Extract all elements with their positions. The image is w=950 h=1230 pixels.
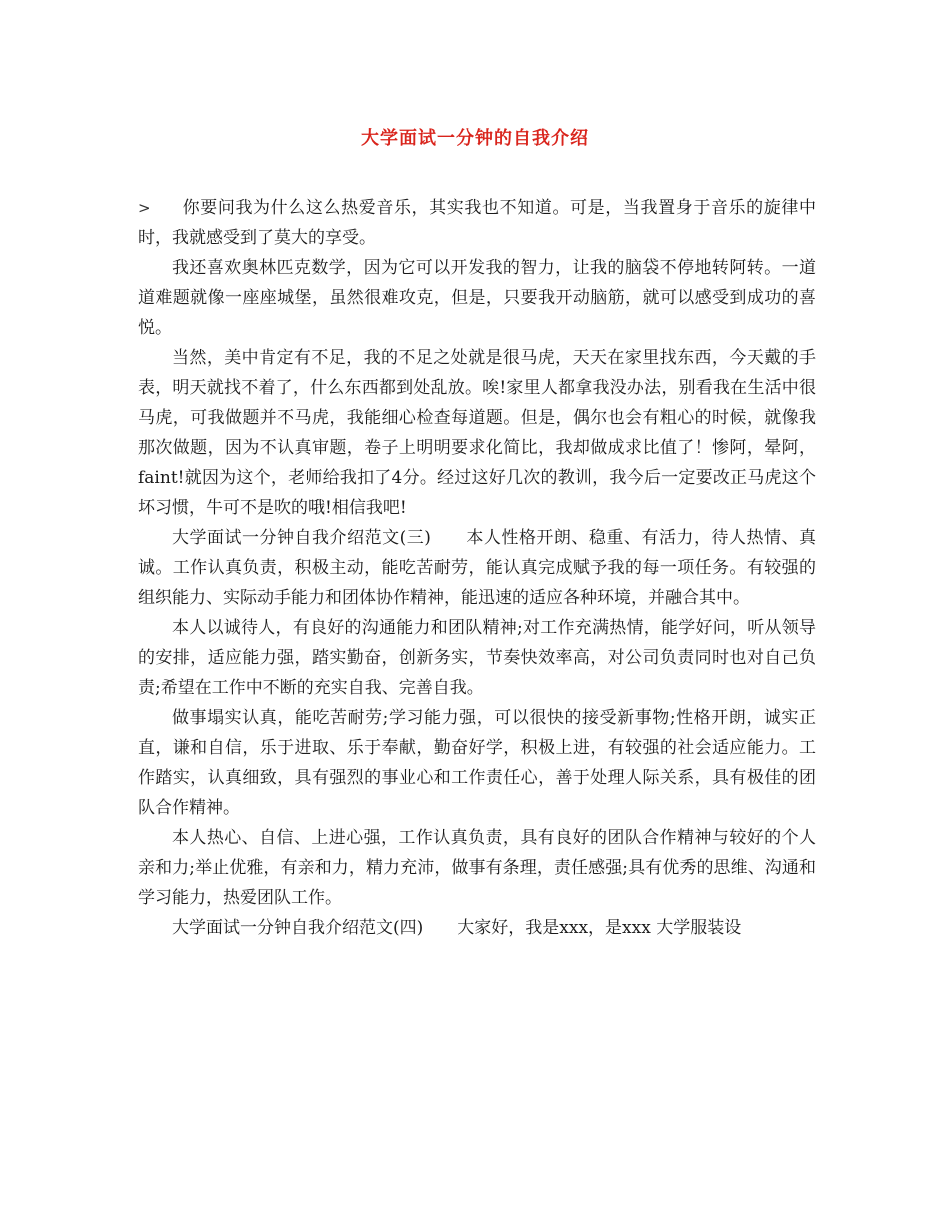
document-title: 大学面试一分钟的自我介绍 — [361, 128, 589, 149]
paragraph-8: 大学面试一分钟自我介绍范文(四) 大家好，我是xxx，是xxx 大学服装设 — [172, 918, 742, 938]
paragraph-5: 本人以诚待人，有良好的沟通能力和团队精神;对工作充满热情，能学好问，听从领导的安排，适应能力强，踏实勤奋，创新务实，节奏快效率高，对公司负责同时也对自己负责;希望在工作中不断的充实自我、完善自我。 — [138, 618, 816, 698]
bullet-marker: > — [138, 199, 151, 217]
paragraph-4: 大学面试一分钟自我介绍范文(三) 本人性格开朗、稳重、有活力，待人热情、真诚。工作认真负责，积极主动，能吃苦耐劳，能认真完成赋予我的每一项任务。有较强的组织能力、实际动手能力和团体协作精神，能迅速的适应各种环境，并融合其中。 — [138, 528, 816, 608]
paragraph-2: 我还喜欢奥林匹克数学，因为它可以开发我的智力，让我的脑袋不停地转阿转。一道道难题就像一座座城堡，虽然很难攻克，但是，只要我开动脑筋，就可以感受到成功的喜悦。 — [138, 258, 816, 338]
paragraph-6: 做事塌实认真，能吃苦耐劳;学习能力强，可以很快的接受新事物;性格开朗，诚实正直，谦和自信，乐于进取、乐于奉献，勤奋好学，积极上进，有较强的社会适应能力。工作踏实，认真细致，具有强烈的事业心和工作责任心，善于处理人际关系，具有极佳的团队合作精神。 — [138, 708, 816, 818]
paragraph-7: 本人热心、自信、上进心强，工作认真负责，具有良好的团队合作精神与较好的个人亲和力;举止优雅，有亲和力，精力充沛，做事有条理，责任感强;具有优秀的思维、沟通和学习能力，热爱团队工作。 — [138, 828, 816, 908]
paragraph-3: 当然，美中肯定有不足，我的不足之处就是很马虎，天天在家里找东西，今天戴的手表，明天就找不着了，什么东西都到处乱放。唉!家里人都拿我没办法，别看我在生活中很马虎，可我做题并不马虎，我能细心检查每道题。但是，偶尔也会有粗心的时候，就像我那次做题，因为不认真审题，卷子上明明要求化简比，我却做成求比值了！惨阿，晕阿，faint!就因为这个，老师给我扣了4分。经过这好几次的教训，我今后一定要改正马虎这个坏习惯，牛可不是吹的哦!相信我吧! — [138, 348, 816, 518]
document-body — [138, 193, 816, 943]
paragraph-1 — [138, 193, 816, 253]
paragraph-1-text: 你要问我为什么这么热爱音乐，其实我也不知道。可是，当我置身于音乐的旋律中时，我就感受到了莫大的享受。 — [138, 198, 816, 248]
